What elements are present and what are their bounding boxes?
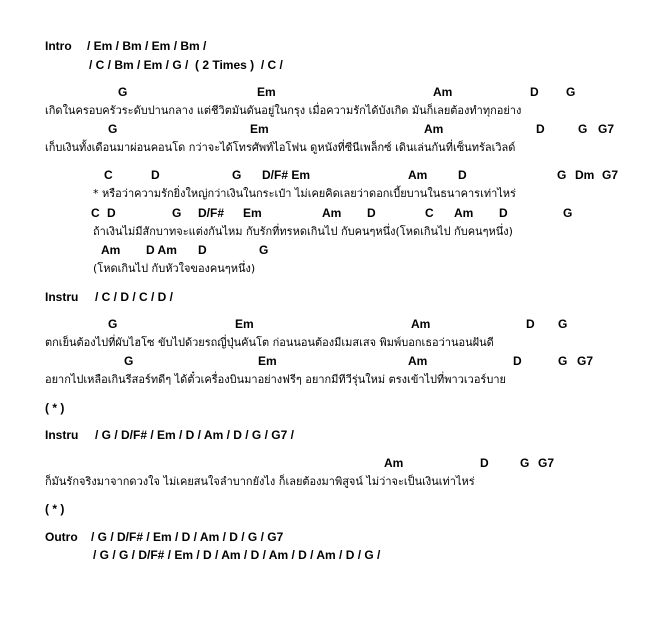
instru1-chords: / C / D / C / D /: [95, 290, 174, 304]
chord: Em: [257, 85, 276, 99]
chord: G: [558, 354, 568, 368]
chord: G: [563, 206, 573, 220]
chord: D: [367, 206, 376, 220]
chord: D: [198, 243, 207, 257]
verse1-lyric-1: เกิดในครอบครัวระดับปานกลาง แต่ชีวิตมันดันอยู่ในกรุง เมื่อความรักได้บังเกิด มันก็เลยต้องทำทุกอย่าง: [45, 104, 522, 117]
chord: Am: [322, 206, 342, 220]
chord: D: [513, 354, 522, 368]
chord: G: [118, 85, 128, 99]
chorus-lyric-3: (โหดเกินไป กับหัวใจของคนๆหนึ่ง): [93, 262, 256, 275]
chorus-lyric-1: * หรือว่าความรักยิ่งใหญ่กว่าเงินในกระเป๋า ไม่เคยคิดเลยว่าดอกเบี้ยบานในธนาคารเท่าไหร่: [93, 187, 516, 200]
outro-chords-line1: / G / D/F# / Em / D / Am / D / G / G7: [91, 530, 284, 544]
chord: Em: [250, 122, 269, 136]
chord: D: [499, 206, 508, 220]
chord: D: [480, 456, 489, 470]
chord: G: [108, 317, 118, 331]
chord: D: [536, 122, 545, 136]
repeat-marker-2: ( * ): [45, 502, 65, 516]
outro-label: Outro: [45, 530, 78, 544]
chord: Am: [424, 122, 444, 136]
chord: Am: [408, 354, 428, 368]
intro-chords-line1: / Em / Bm / Em / Bm /: [87, 39, 207, 53]
intro-chords-line2: / C / Bm / Em / G / ( 2 Times ) / C /: [89, 58, 283, 72]
instru2-chords: / G / D/F# / Em / D / Am / D / G / G7 /: [95, 428, 294, 442]
intro-label: Intro: [45, 39, 72, 53]
chord: D/F#: [198, 206, 225, 220]
chord: G: [124, 354, 134, 368]
chord: G7: [538, 456, 555, 470]
outro-chords-line2: / G / G / D/F# / Em / D / Am / D / Am / D / Am / D / G /: [93, 548, 381, 562]
verse2-lyric-1: ตกเย็นต้องไปที่ผับไฮโซ ขับไปด้วยรถญี่ปุ่นคันโต ก่อนนอนต้องมีเมสเสจ พิมพ์บอกเธอว่านอนฝันดี: [45, 336, 494, 349]
chord: C: [91, 206, 100, 220]
chord: G: [578, 122, 588, 136]
repeat-marker-1: ( * ): [45, 401, 65, 415]
chord: D: [107, 206, 116, 220]
verse2-lyric-2: อยากไปเหลือเกินรีสอร์ทดีๆ ได้ตั๋วเครื่องบินมาอย่างฟรีๆ อยากมีทีวีรุ่นใหม่ ตรงเข้าไปที่พาวเวอร์บาย: [45, 373, 506, 386]
chord: G7: [598, 122, 615, 136]
chord: G: [172, 206, 182, 220]
chord: C: [104, 168, 113, 182]
chord: D: [526, 317, 535, 331]
chord: Dm: [575, 168, 595, 182]
chorus-lyric-2: ถ้าเงินไม่มีสักบาทจะแต่งกันไหม กับรักที่ทรหดเกินไป กับคนๆหนึ่ง(โหดเกินไป กับคนๆหนึ่ง): [93, 225, 513, 238]
chord: Em: [235, 317, 254, 331]
chord: G: [566, 85, 576, 99]
chord: D: [530, 85, 539, 99]
chord: C: [425, 206, 434, 220]
instru2-label: Instru: [45, 428, 79, 442]
chord: G: [259, 243, 269, 257]
chord: Am: [433, 85, 453, 99]
chord: Em: [243, 206, 262, 220]
chord: D: [458, 168, 467, 182]
chord: G7: [602, 168, 619, 182]
chord: D: [151, 168, 160, 182]
chord: G: [557, 168, 567, 182]
chord: G: [520, 456, 530, 470]
instru1-label: Instru: [45, 290, 79, 304]
chord: G: [108, 122, 118, 136]
verse1-lyric-2: เก็บเงินทั้งเดือนมาผ่อนคอนโด กว่าจะได้โทรศัพท์ไอโฟน ดูหนังที่ซีนีเพล็กซ์ เดินเล่นกันที่เซ็นทรัลเวิลด์: [45, 141, 516, 154]
chord: Am: [101, 243, 121, 257]
chord: D Am: [146, 243, 177, 257]
chord: Em: [258, 354, 277, 368]
chord: D/F# Em: [262, 168, 311, 182]
chord: Am: [384, 456, 404, 470]
bridge-lyric-1: ก็มันรักจริงมาจากดวงใจ ไม่เคยสนใจลำบากยังไง ก็เลยต้องมาพิสูจน์ ไม่ว่าจะเป็นเงินเท่าไหร่: [45, 475, 475, 488]
chord: G7: [577, 354, 594, 368]
chord: Am: [408, 168, 428, 182]
chord: G: [558, 317, 568, 331]
chord: Am: [411, 317, 431, 331]
chord: G: [232, 168, 242, 182]
chord: Am: [454, 206, 474, 220]
